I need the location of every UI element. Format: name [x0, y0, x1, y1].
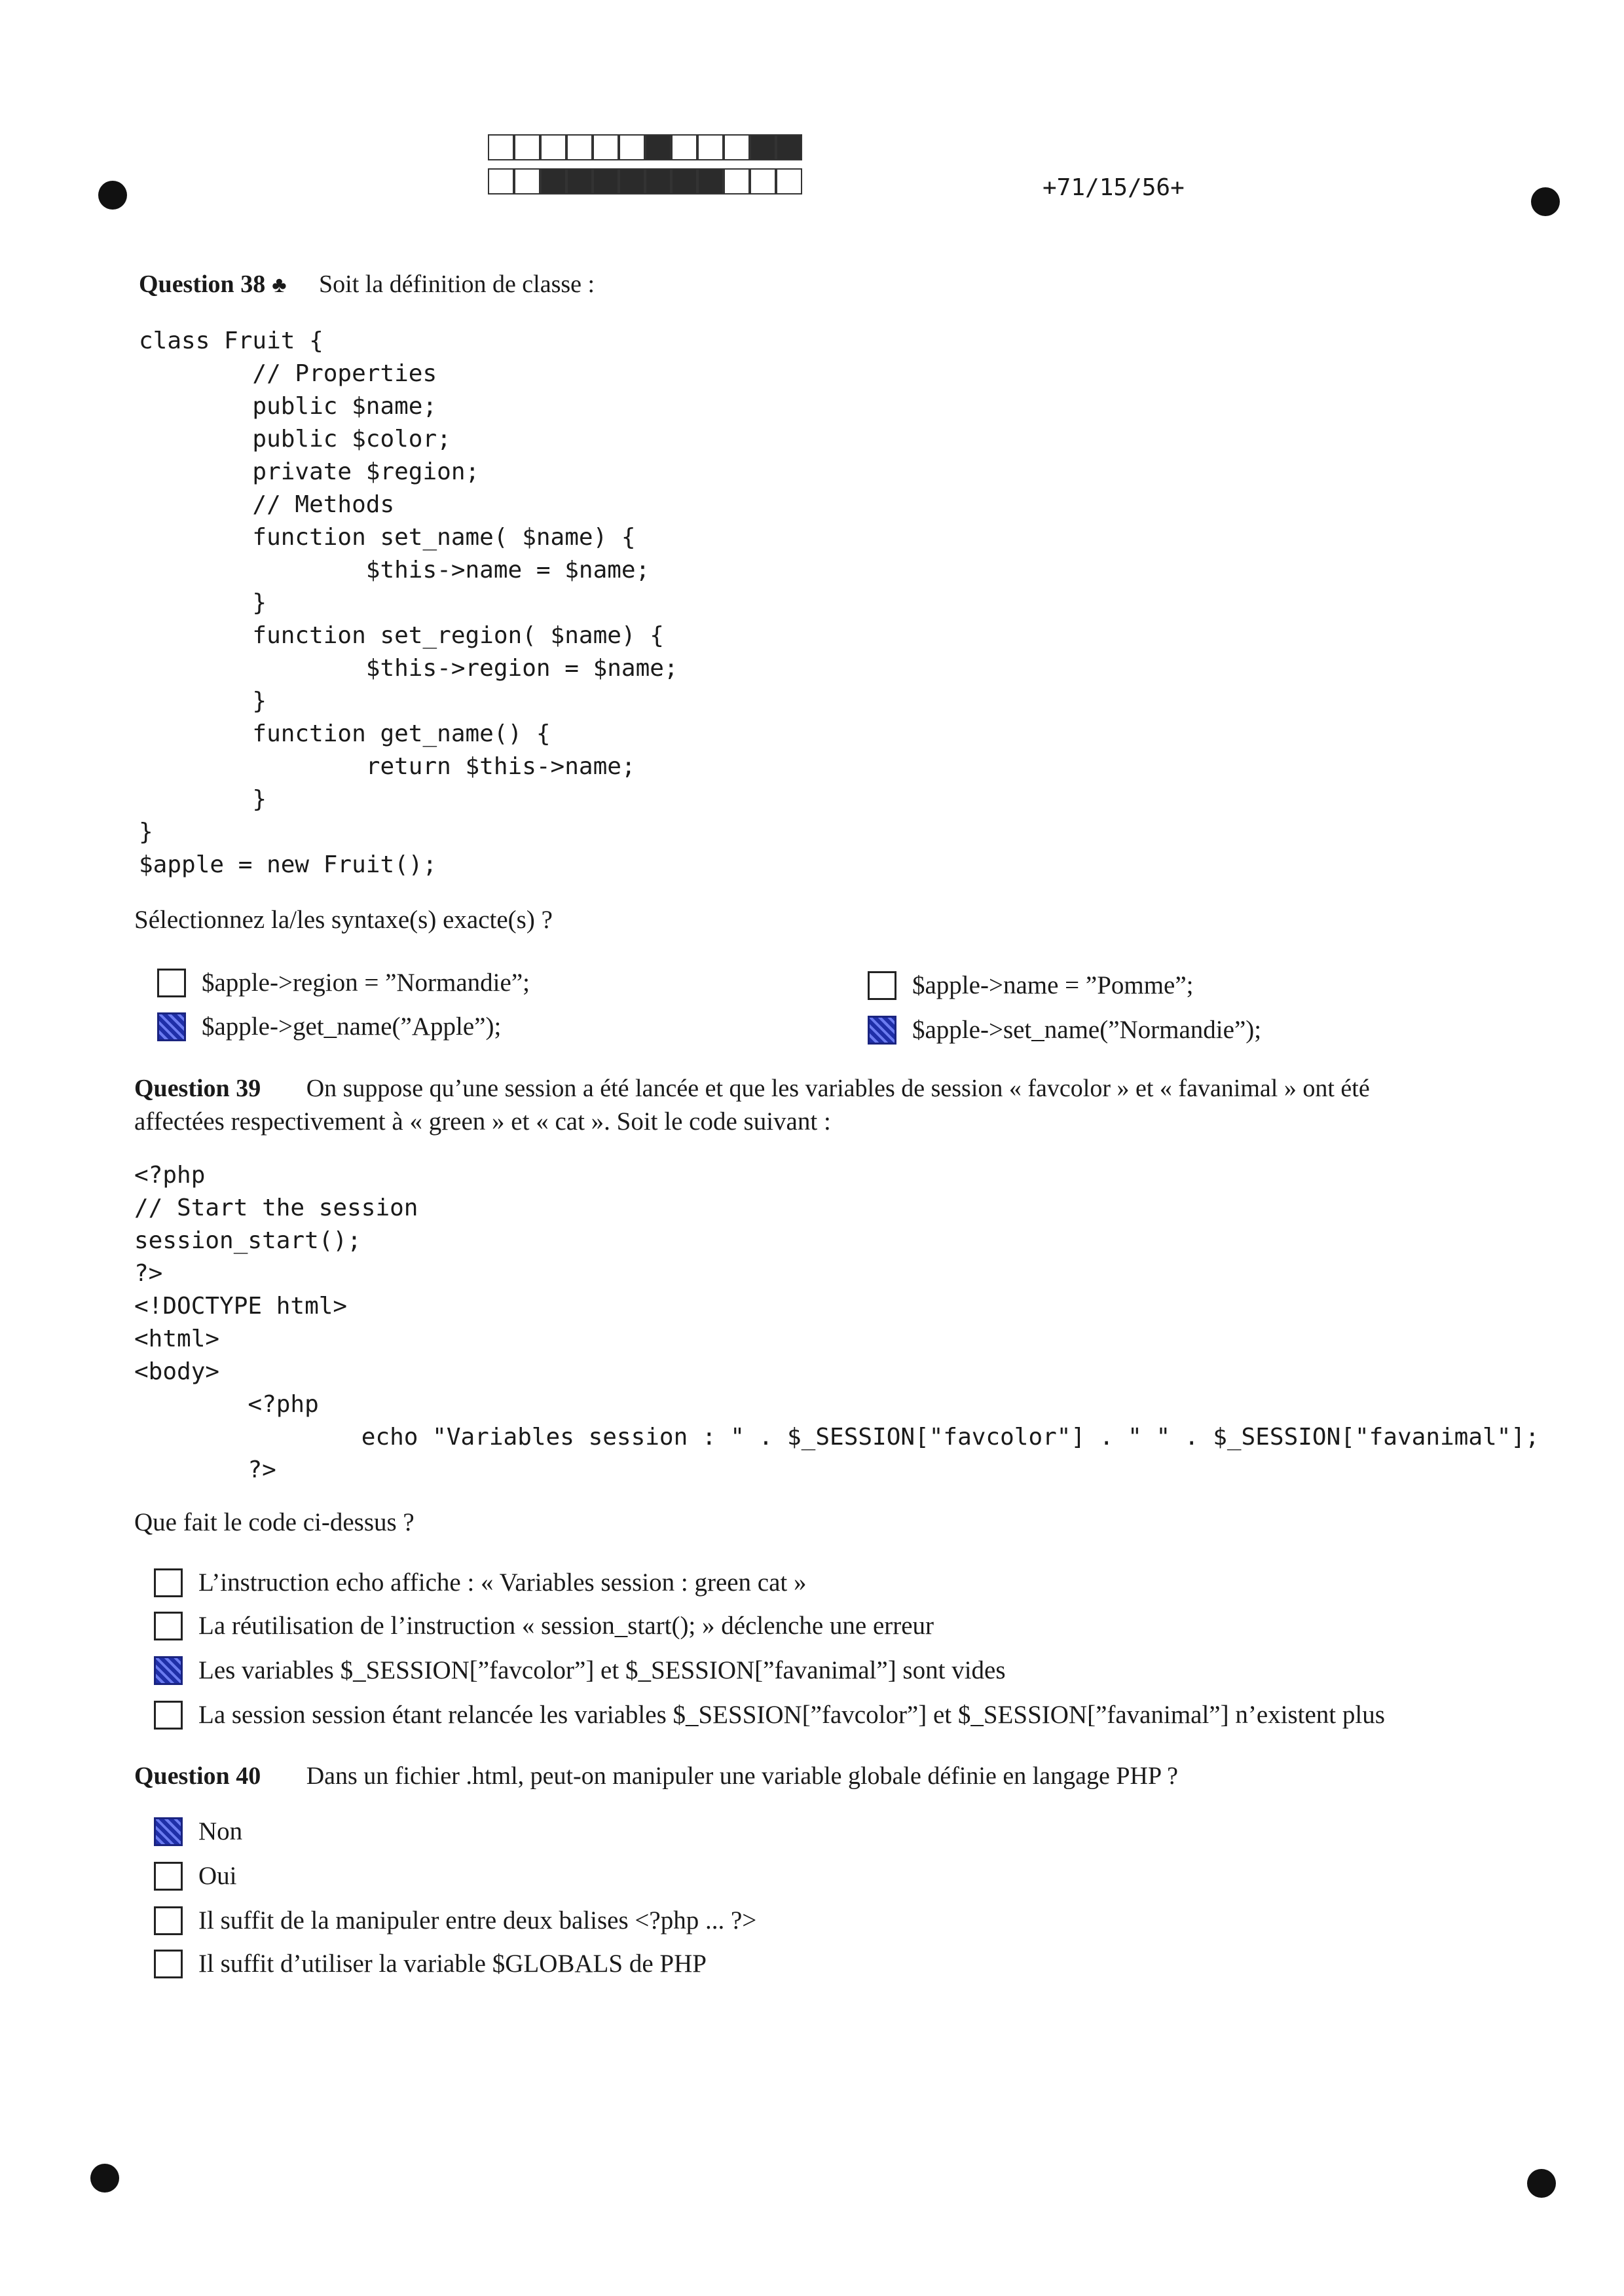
barcode-cell: [697, 134, 724, 160]
barcode-cell: [750, 168, 776, 194]
checkbox[interactable]: [154, 1862, 183, 1891]
q40-option-2[interactable]: [154, 1861, 237, 1891]
checkbox-checked[interactable]: [157, 1012, 186, 1041]
barcode-cell: [645, 134, 671, 160]
barcode-cell: [671, 168, 697, 194]
option-label: Oui: [198, 1862, 237, 1890]
option-label: La session session étant relancée les variables $_SESSION[”favcolor”] et $_SESSION[”favanimal”] n’existent plus: [198, 1701, 1385, 1729]
option-label: $apple->get_name(”Apple”);: [202, 1012, 502, 1041]
checkbox-checked[interactable]: [154, 1817, 183, 1846]
barcode-cell: [488, 134, 514, 160]
checkbox-checked[interactable]: [868, 1016, 896, 1045]
barcode-cell: [488, 168, 514, 194]
checkbox[interactable]: [154, 1568, 183, 1597]
question-40-label: Question 40: [134, 1762, 261, 1790]
question-39-code: <?php // Start the session session_start(); ?> <!DOCTYPE html> <html> <body> <?php echo "Variables session : " . $_SESSION["favcolor"] . " " . $_SESSION["favanimal"]; ?>: [134, 1162, 1540, 1483]
q38-option-3[interactable]: [157, 1012, 501, 1041]
q40-option-3[interactable]: [154, 1906, 756, 1935]
q39-option-1[interactable]: [154, 1568, 807, 1597]
q38-option-2[interactable]: [868, 971, 1194, 1000]
checkbox[interactable]: [154, 1701, 183, 1730]
club-icon: ♣: [272, 273, 287, 297]
question-40-statement: Dans un fichier .html, peut-on manipuler une variable globale définie en langage PHP ?: [306, 1762, 1179, 1790]
question-38-prompt: Sélectionnez la/les syntaxe(s) exacte(s) ?: [134, 906, 553, 934]
option-label: La réutilisation de l’instruction « session_start(); » déclenche une erreur: [198, 1612, 934, 1640]
question-39-header: [134, 1074, 1370, 1103]
barcode-cell: [619, 134, 645, 160]
barcode-cell: [645, 168, 671, 194]
barcode-cell: [724, 168, 750, 194]
option-label: Non: [198, 1817, 243, 1845]
barcode-cell: [514, 134, 540, 160]
option-label: L’instruction echo affiche : « Variables session : green cat »: [198, 1568, 807, 1597]
checkbox[interactable]: [154, 1950, 183, 1978]
barcode-cell: [750, 134, 776, 160]
q38-option-1[interactable]: [157, 968, 530, 997]
option-label: Il suffit d’utiliser la variable $GLOBALS de PHP: [198, 1950, 707, 1978]
question-40-header: [134, 1762, 1178, 1790]
checkbox[interactable]: [868, 971, 896, 1000]
question-39-statement-line-2: affectées respectivement à « green » et « cat ». Soit le code suivant :: [134, 1107, 831, 1136]
barcode-cell: [593, 134, 619, 160]
question-39-label: Question 39: [134, 1075, 261, 1102]
option-label: $apple->set_name(”Normandie”);: [912, 1016, 1262, 1044]
checkbox-checked[interactable]: [154, 1656, 183, 1685]
barcode-cell: [514, 168, 540, 194]
barcode-cell: [566, 168, 593, 194]
question-38-label: Question 38: [139, 270, 266, 298]
q39-option-3[interactable]: [154, 1656, 1006, 1685]
checkbox[interactable]: [154, 1906, 183, 1935]
q39-option-4[interactable]: [154, 1700, 1385, 1730]
question-38-header: [139, 270, 595, 299]
question-38-statement: Soit la définition de classe :: [319, 270, 595, 298]
barcode-cell: [724, 134, 750, 160]
barcode-cell: [566, 134, 593, 160]
q39-option-2[interactable]: [154, 1611, 934, 1640]
barcode-cell: [671, 134, 697, 160]
page-identifier: +71/15/56+: [1043, 174, 1185, 201]
barcode-cell: [540, 168, 566, 194]
corner-marker-bottom-right: [1527, 2169, 1556, 2198]
option-label: Il suffit de la manipuler entre deux balises <?php ... ?>: [198, 1906, 757, 1935]
barcode-cell: [619, 168, 645, 194]
option-label: $apple->region = ”Normandie”;: [202, 969, 530, 997]
corner-marker-top-right: [1531, 187, 1560, 216]
q40-option-1[interactable]: [154, 1817, 242, 1846]
barcode-cell: [540, 134, 566, 160]
question-39-statement-line-1: On suppose qu’une session a été lancée et que les variables de session « favcolor » et « favanimal » ont été: [306, 1075, 1370, 1102]
corner-marker-bottom-left: [90, 2164, 119, 2193]
barcode-cell: [776, 134, 802, 160]
question-39-prompt: Que fait le code ci-dessus ?: [134, 1508, 415, 1536]
question-38-code: class Fruit { // Properties public $name; public $color; private $region; // Methods function set_name( $name) { $this->name = $name; } function set_region( $name) { $this->region = $name; } function get_name() { return $this->name; } } $apple = new Fruit();: [139, 327, 678, 878]
q40-option-4[interactable]: [154, 1949, 707, 1978]
barcode-cell: [776, 168, 802, 194]
corner-marker-top-left: [98, 181, 127, 210]
q38-option-4[interactable]: [868, 1015, 1261, 1045]
option-label: Les variables $_SESSION[”favcolor”] et $_SESSION[”favanimal”] sont vides: [198, 1656, 1006, 1684]
option-label: $apple->name = ”Pomme”;: [912, 971, 1194, 999]
barcode-cell: [697, 168, 724, 194]
barcode-cell: [593, 168, 619, 194]
checkbox[interactable]: [157, 969, 186, 997]
checkbox[interactable]: [154, 1612, 183, 1640]
